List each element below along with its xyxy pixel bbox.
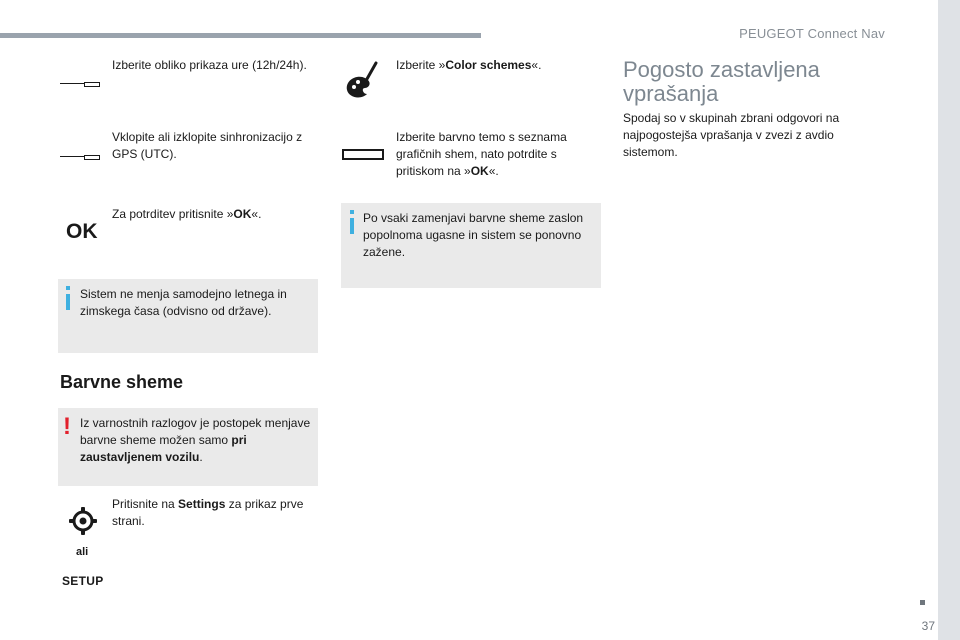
step-confirm: Za potrditev pritisnite »OK«.: [112, 207, 262, 221]
info-note-restart-text: Po vsaki zamenjavi barvne sheme zaslon popolnoma ugasne in sistem se ponovno zažene.: [363, 211, 584, 259]
step-color-schemes: Izberite »Color schemes«.: [396, 58, 542, 72]
step-clock-format: Izberite obliko prikaza ure (12h/24h).: [112, 58, 307, 72]
warning-note-text: Iz varnostnih razlogov je postopek menjave barvne sheme možen samo pri zaustavljenem vozilu.: [80, 416, 311, 464]
faq-intro: Spodaj so v skupinah zbrani odgovori na najpogostejša vprašanja v zvezi z avdio sistemom.: [623, 111, 840, 159]
top-rule: [0, 33, 481, 38]
step-gps-sync: Vklopite ali izklopite sinhronizacijo z GPS (UTC).: [112, 130, 303, 161]
page-header: PEUGEOT Connect Nav: [739, 26, 885, 41]
info-icon: [66, 294, 70, 310]
warning-icon: !: [63, 413, 71, 440]
info-icon: [350, 218, 354, 234]
warning-note: [58, 408, 318, 486]
faq-title: Pogosto zastavljena vprašanja: [623, 57, 820, 106]
gps-sync-icon: [60, 156, 100, 157]
gear-icon: [69, 507, 97, 535]
section-title-color-schemes: Barvne sheme: [60, 372, 184, 392]
or-label: ali: [76, 546, 89, 558]
info-note-dst-text: Sistem ne menja samodejno letnega in zimskega časa (odvisno od države).: [80, 287, 287, 318]
palette-icon: [343, 60, 381, 104]
info-note-restart: [341, 203, 601, 288]
clock-format-icon: [60, 83, 100, 84]
continuation-mark: [920, 600, 925, 605]
setup-label: SETUP: [62, 574, 104, 588]
info-note-dst: [58, 279, 318, 353]
ok-icon: OK: [66, 220, 98, 243]
theme-list-icon: [342, 149, 384, 160]
step-settings: Pritisnite na Settings za prikaz prve strani.: [112, 497, 304, 528]
step-choose-theme: Izberite barvno temo s seznama grafičnih shem, nato potrdite s pritiskom na »OK«.: [396, 130, 567, 178]
side-strip: [938, 0, 960, 640]
page-number: 37: [921, 619, 935, 633]
